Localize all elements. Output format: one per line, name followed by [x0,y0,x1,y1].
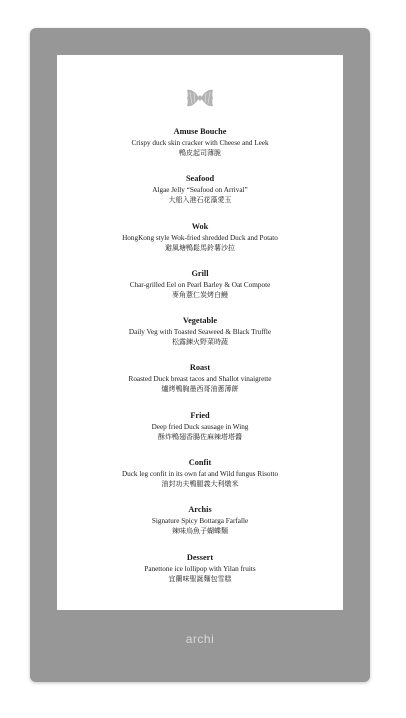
course-title: Amuse Bouche [173,127,227,136]
course-chinese-name: 麥角薏仁炭烤白鰻 [172,290,228,299]
course-roast [57,362,343,409]
course-description: Duck leg confit in its own fat and Wild fungus Risotto [121,470,279,479]
course-list [57,126,343,599]
course-description: Crispy duck skin cracker with Cheese and Leek [131,139,269,147]
course-title: Confit [188,458,212,468]
course-grill [57,268,343,315]
course-description: HongKong style Wok-fried shredded Duck and Potato [122,233,278,242]
course-chinese-name: 油封功夫鴨腿義大利燉米 [161,480,239,489]
course-confit [57,457,343,504]
course-title: Dessert [186,552,214,562]
course-title: Roast [189,363,211,373]
course-title: Archis [188,505,212,515]
course-chinese-name: 避風塘鴨鬆馬鈴薯沙拉 [165,243,235,252]
course-vegetable [57,315,343,362]
course-chinese-name: 酥炸鴨翅香腸佐麻辣塔塔醬 [158,432,242,441]
course-chinese-name: 鴨皮起司薄脆 [179,149,221,157]
course-title: Seafood [185,174,215,184]
course-title: Fried [190,410,210,420]
course-chinese-name: 松露鍊火野菜時蔬 [172,338,228,347]
menu-card [57,55,343,610]
course-description: Char-grilled Eel on Pearl Barley & Oat Compote [129,280,271,289]
course-description: Panettone ice lollipop with Yilan fruits [144,564,256,573]
course-fried [57,410,343,457]
course-chinese-name: 宜蘭味聖誕麵包雪糕 [168,574,232,583]
course-archis [57,504,343,551]
course-description: Daily Veg with Toasted Seaweed & Black Truffle [128,328,272,337]
brand-wordmark: archi [185,632,215,646]
course-title: Wok [191,221,209,231]
course-description: Algae Jelly “Seafood on Arrival” [152,186,248,195]
menu-frame [30,28,370,682]
course-chinese-name: 爐烤鴨胸墨西哥油蔥薄餅 [161,385,239,394]
course-title: Vegetable [182,316,218,326]
course-description: Signature Spicy Bottarga Farfalle [151,517,249,526]
course-chinese-name: 辣味烏魚子蝴蝶麵 [172,527,228,536]
course-title: Grill [191,268,209,278]
course-amuse-bouche [57,126,343,173]
course-description: Roasted Duck breast tacos and Shallot vinaigrette [128,375,272,384]
course-description: Deep fried Duck sausage in Wing [151,422,249,431]
course-seafood [57,173,343,220]
course-wok [57,221,343,268]
course-dessert [57,552,343,599]
course-chinese-name: 大船入港石花藻愛玉 [168,196,232,205]
farfalle-bow-icon [186,89,214,107]
